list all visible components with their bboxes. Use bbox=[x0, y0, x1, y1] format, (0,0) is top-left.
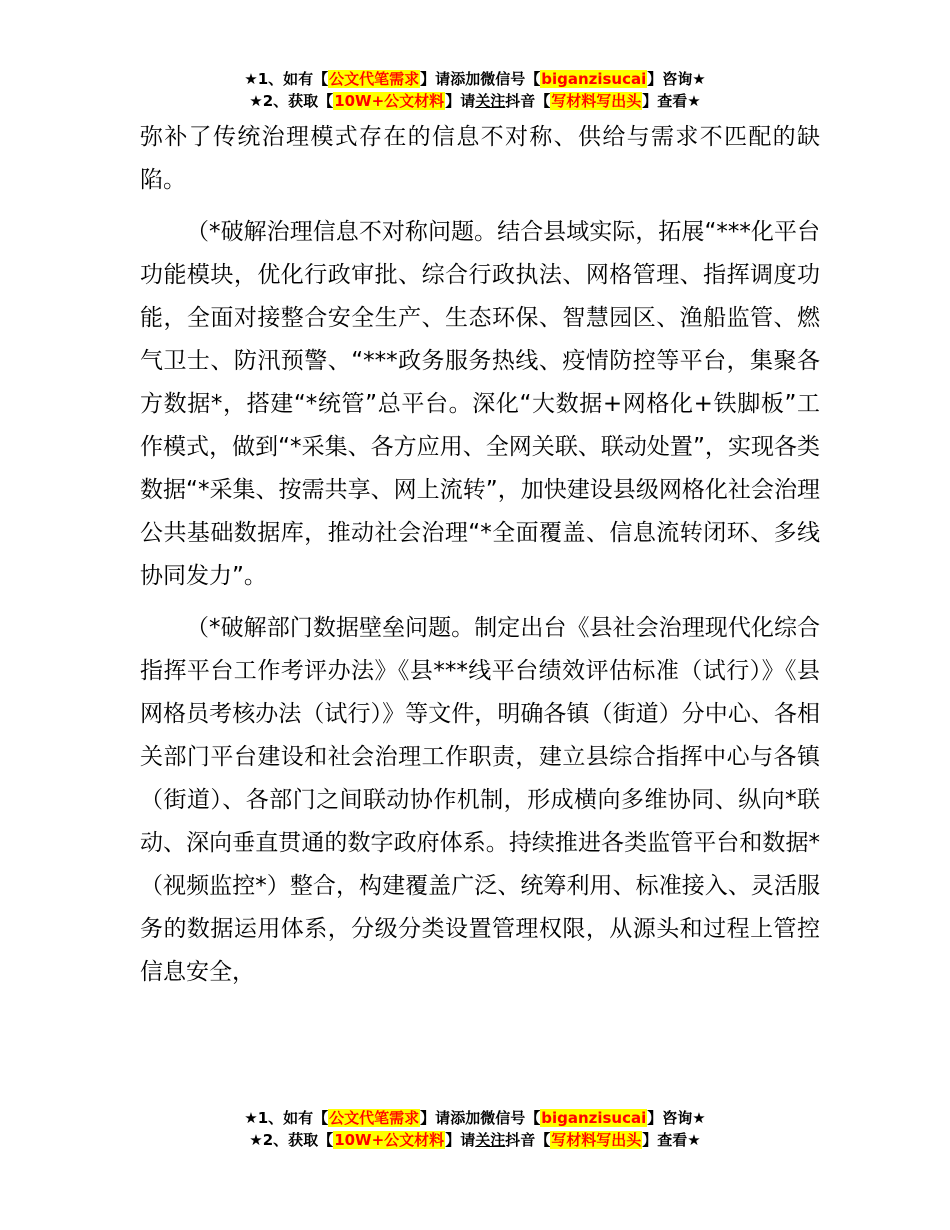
banner-text: ★2、获取【 bbox=[249, 92, 334, 110]
banner-text: ★2、获取【 bbox=[249, 1131, 334, 1149]
banner-text: 微信号【 bbox=[480, 70, 541, 88]
banner-emphasis: 添加 bbox=[450, 70, 481, 88]
banner-highlight: 公文代笔需求 bbox=[329, 70, 420, 88]
banner-highlight: 写材料写出头 bbox=[551, 1131, 642, 1149]
banner-text: 】查看★ bbox=[642, 92, 701, 110]
banner-line-1 bbox=[0, 1107, 950, 1129]
banner-highlight: biganzisucai bbox=[541, 70, 647, 88]
banner-text: 抖音【 bbox=[505, 1131, 551, 1149]
paragraph-3: （*破解部门数据壁垒问题。制定出台《县社会治理现代化综合指挥平台工作考评办法》《县***线平台绩效评估标准（试行）》《县网格员考核办法（试行）》等文件，明确各镇（街道）分中心、各相关部门平台建设和社会治理工作职责，建立县综合指挥中心与各镇（街道）、各部门之间联动协作机制，形成横向多维协同、纵向*联动、深向垂直贯通的数字政府体系。持续推进各类监管平台和数据*（视频监控*）整合，构建覆盖广泛、统筹利用、标准接入、灵活服务的数据运用体系，分级分类设置管理权限，从源头和过程上管控信息安全， bbox=[140, 615, 820, 985]
banner-highlight: 10W+公文材料 bbox=[334, 92, 445, 110]
paragraph-1: 弥补了传统治理模式存在的信息不对称、供给与需求不匹配的缺陷。 bbox=[140, 124, 820, 193]
banner-text: 】咨询★ bbox=[647, 70, 706, 88]
banner-text: 】请 bbox=[445, 1131, 476, 1149]
banner-text: 微信号【 bbox=[480, 1109, 541, 1127]
banner-text: 】请 bbox=[420, 70, 451, 88]
banner-text: 】咨询★ bbox=[647, 1109, 706, 1127]
banner-text: 】请 bbox=[420, 1109, 451, 1127]
banner-emphasis: 添加 bbox=[450, 1109, 481, 1127]
header-banner bbox=[0, 68, 950, 112]
banner-text: 】请 bbox=[445, 92, 476, 110]
banner-text: 】查看★ bbox=[642, 1131, 701, 1149]
banner-text: ★1、如有【 bbox=[244, 70, 329, 88]
banner-line-2 bbox=[0, 90, 950, 112]
banner-line-1 bbox=[0, 68, 950, 90]
banner-emphasis: 关注 bbox=[475, 92, 506, 110]
banner-emphasis: 关注 bbox=[475, 1131, 506, 1149]
paragraph-2: （*破解治理信息不对称问题。结合县域实际，拓展“***化平台功能模块，优化行政审批、综合行政执法、网格管理、指挥调度功能，全面对接整合安全生产、生态环保、智慧园区、渔船监管、燃气卫士、防汛预警、“***政务服务热线、疫情防控等平台，集聚各方数据*，搭建“*统管”总平台。深化“大数据+网格化+铁脚板”工作模式，做到“*采集、各方应用、全网关联、联动处置”，实现各类数据“*采集、按需共享、网上流转”，加快建设县级网格化社会治理公共基础数据库，推动社会治理“*全面覆盖、信息流转闭环、多线协同发力”。 bbox=[140, 219, 820, 589]
banner-highlight: 公文代笔需求 bbox=[329, 1109, 420, 1127]
banner-highlight: 10W+公文材料 bbox=[334, 1131, 445, 1149]
banner-highlight: biganzisucai bbox=[541, 1109, 647, 1127]
banner-text: 抖音【 bbox=[505, 92, 551, 110]
document-body bbox=[140, 116, 820, 994]
banner-highlight: 写材料写出头 bbox=[551, 92, 642, 110]
banner-text: ★1、如有【 bbox=[244, 1109, 329, 1127]
footer-banner bbox=[0, 1107, 950, 1151]
banner-line-2 bbox=[0, 1129, 950, 1151]
